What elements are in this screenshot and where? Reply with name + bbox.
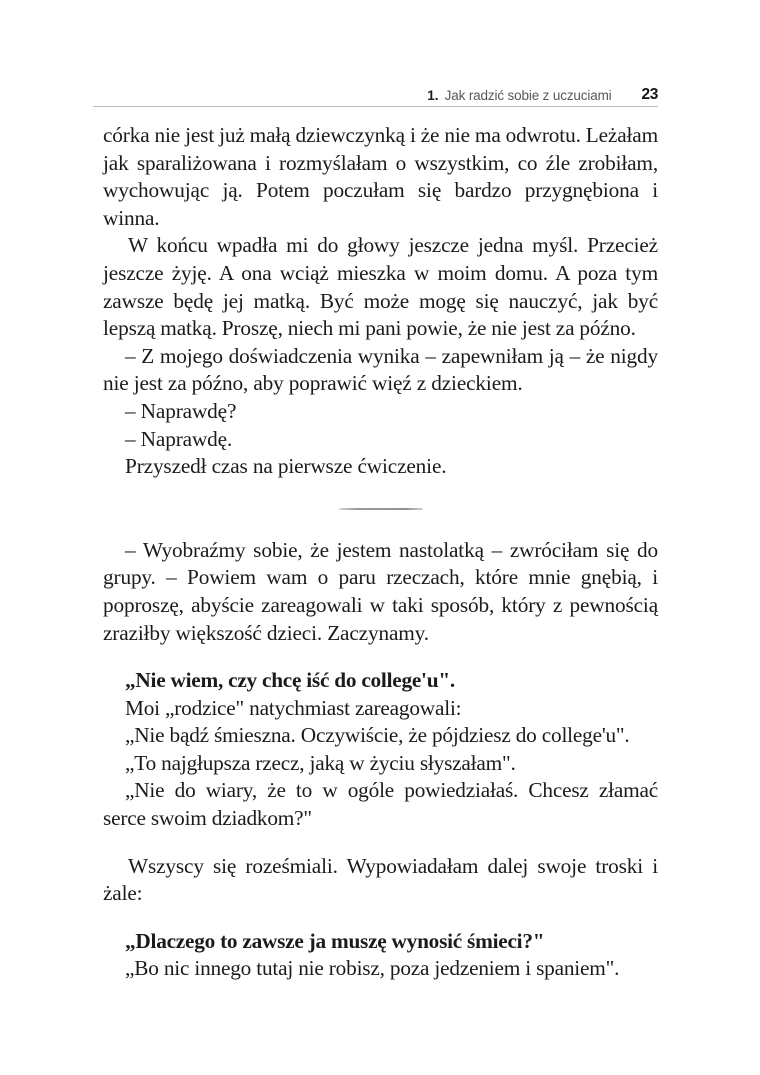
reply-intro: Moi „rodzice" natychmiast zareagowali: [125, 695, 462, 720]
reply-line-4: „Bo nic innego tutaj nie robisz, poza jedzeniem i spaniem". [125, 956, 620, 981]
paragraph-continued: córka nie jest już małą dziewczynką i że nie ma odwrotu. Leżałam jak sparaliżowana i rozmyślałam o wszystkim, co źle zrobiłam, wychowując ją. Potem poczułam się bardzo przygnębiona i winna. [103, 123, 658, 230]
dialogue-line-3: – Naprawdę. [125, 426, 233, 451]
bold-quote-heading-2: „Dlaczego to zawsze ja muszę wynosić śmieci?" [125, 928, 545, 953]
header-divider-rule [93, 106, 658, 107]
closing-line: Przyszedł czas na pierwsze ćwiczenie. [125, 454, 447, 479]
paragraph-3: – Wyobraźmy sobie, że jestem nastolatką – zwróciłam się do grupy. – Powiem wam o paru rzeczach, które mnie gnębią, i poproszę, abyście zareagowali w taki sposób, który z pewnością zraziłby większość dzieci. Zaczynamy. [103, 537, 658, 645]
running-header [93, 78, 658, 102]
paragraph-4: Wszyscy się roześmiali. Wypowiadałam dalej swoje troski i żale: [103, 853, 658, 906]
reply-line-1: „Nie bądź śmieszna. Oczywiście, że pójdziesz do college'u". [125, 723, 630, 748]
page-number: 23 [641, 85, 658, 103]
dialogue-line-1: – Z mojego doświadczenia wynika – zapewniłam ją – że nigdy nie jest za późno, aby poprawić więź z dzieckiem. [103, 343, 658, 396]
header-chapter-number: 1. [427, 87, 439, 103]
section-ornament [103, 481, 658, 537]
dialogue-line-2: – Naprawdę? [125, 398, 237, 423]
paragraph-2: W końcu wpadła mi do głowy jeszcze jedna myśl. Przecież jeszcze żyję. A ona wciąż mieszka w moim domu. A poza tym zawsze będę jej matką. Być może mogę się nauczyć, jak być lepszą matką. Proszę, niech mi pani powie, że nie jest za późno. [103, 233, 658, 341]
page-text-block [103, 122, 658, 983]
spacer [103, 647, 658, 667]
reply-line-3: „Nie do wiary, że to w ogóle powiedziałaś. Chcesz złamać serce swoim dziadkom?" [103, 778, 658, 831]
spacer [103, 833, 658, 853]
bold-quote-heading-1: „Nie wiem, czy chcę iść do college'u". [125, 668, 455, 693]
reply-line-2: „To najgłupsza rzecz, jaką w życiu słyszałam". [125, 750, 516, 775]
spacer [103, 908, 658, 928]
header-chapter-title: Jak radzić sobie z uczuciami [444, 87, 612, 103]
ornament-rule-icon [339, 508, 423, 510]
